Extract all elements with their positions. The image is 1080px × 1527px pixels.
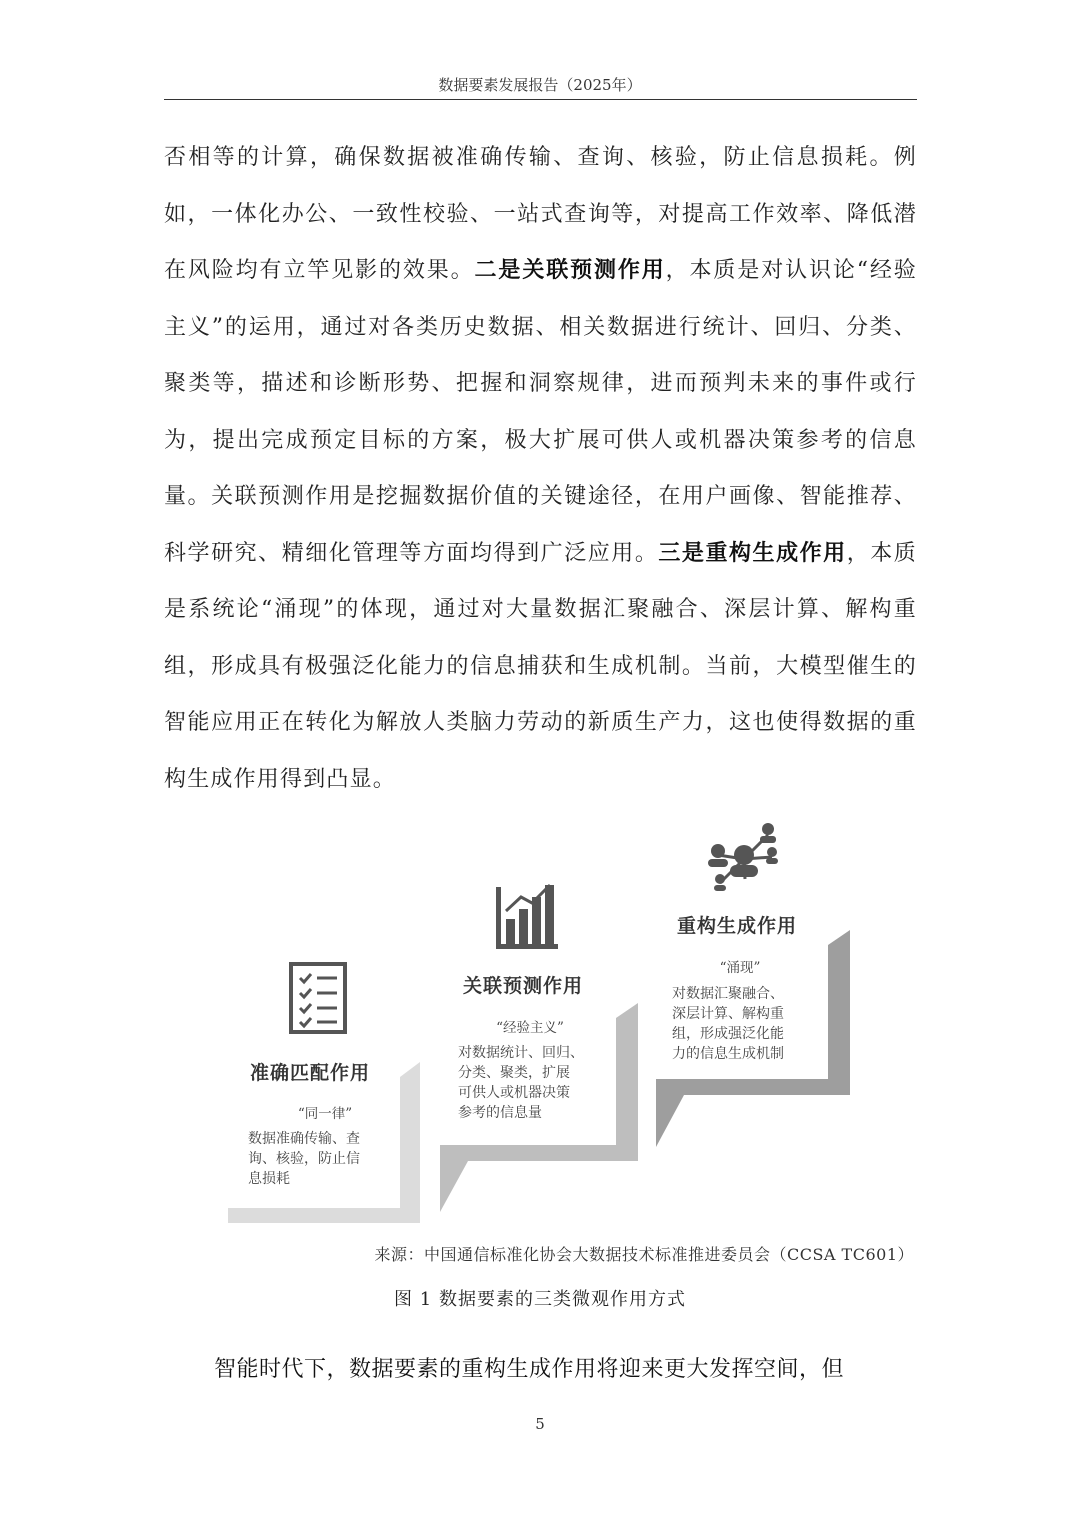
desc-line: 对数据统计、回归、 [458, 1045, 584, 1061]
body-segment: 否相等的计算，确保数据被准确传输、查询、核验，防止信息损耗。例如，一体化办公、一致性校验、一站式查询等，对提高工作效率、降低潜在风险均有立竿见影的效果。 [164, 145, 917, 283]
step-desc-3 [672, 984, 784, 1064]
step-quote-3: “涌现” [719, 960, 761, 976]
checklist-icon [291, 964, 345, 1032]
bold-term-reconstruction: 三是重构生成作用 [658, 540, 847, 566]
figure-source: 来源：中国通信标准化协会大数据技术标准推进委员会（CCSA TC601） [374, 1245, 914, 1264]
desc-line: 对数据汇聚融合、 [672, 986, 784, 1002]
desc-line: 息损耗 [248, 1171, 290, 1187]
step-quote-2: “经验主义” [496, 1020, 564, 1036]
body-segment: ，本质是系统论“涌现”的体现，通过对大量数据汇聚融合、深层计算、解构重组，形成具有极强泛化能力的信息捕获和生成机制。当前，大模型催生的智能应用正在转化为解放人类脑力劳动的新质生产力，这也使得数据的重构生成作用得到凸显。 [164, 540, 918, 792]
desc-line: 参考的信息量 [458, 1105, 542, 1121]
body-paragraph [164, 130, 917, 808]
desc-line: 组，形成强泛化能 [672, 1026, 784, 1042]
step-title-3: 重构生成作用 [677, 915, 798, 937]
desc-line: 分类、聚类，扩展 [458, 1065, 570, 1081]
desc-line: 询、核验，防止信 [248, 1151, 360, 1167]
page-number: 5 [535, 1415, 545, 1433]
running-header: 数据要素发展报告（2025年） [438, 76, 642, 94]
bold-term-association: 二是关联预测作用 [474, 258, 666, 283]
next-paragraph: 智能时代下，数据要素的重构生成作用将迎来更大发挥空间，但 [214, 1357, 845, 1382]
step-title-2: 关联预测作用 [463, 975, 584, 997]
step-desc-2 [458, 1043, 584, 1123]
body-segment: ，本质是对认识论“经验主义”的运用，通过对各类历史数据、相关数据进行统计、回归、分类、聚类等，描述和诊断形势、把握和洞察规律，进而预判未来的事件或行为，提出完成预定目标的方案，极大扩展可供人或机器决策参考的信息量。关联预测作用是挖掘数据价值的关键途径，在用户画像、智能推荐、科学研究、精细化管理等方面均得到广泛应用。 [164, 258, 917, 566]
desc-line: 深层计算、解构重 [672, 1006, 784, 1022]
bar-chart-icon [496, 885, 558, 949]
step-quote-1: “同一律” [297, 1106, 353, 1122]
desc-line: 力的信息生成机制 [672, 1046, 784, 1062]
header-rule [164, 99, 917, 100]
network-people-icon [708, 823, 778, 891]
figure-three-roles [220, 815, 880, 1235]
step-desc-1 [248, 1129, 360, 1189]
figure-caption: 图 1 数据要素的三类微观作用方式 [394, 1289, 686, 1310]
desc-line: 数据准确传输、查 [248, 1131, 360, 1147]
step-title-1: 准确匹配作用 [250, 1062, 371, 1084]
desc-line: 可供人或机器决策 [458, 1085, 570, 1101]
